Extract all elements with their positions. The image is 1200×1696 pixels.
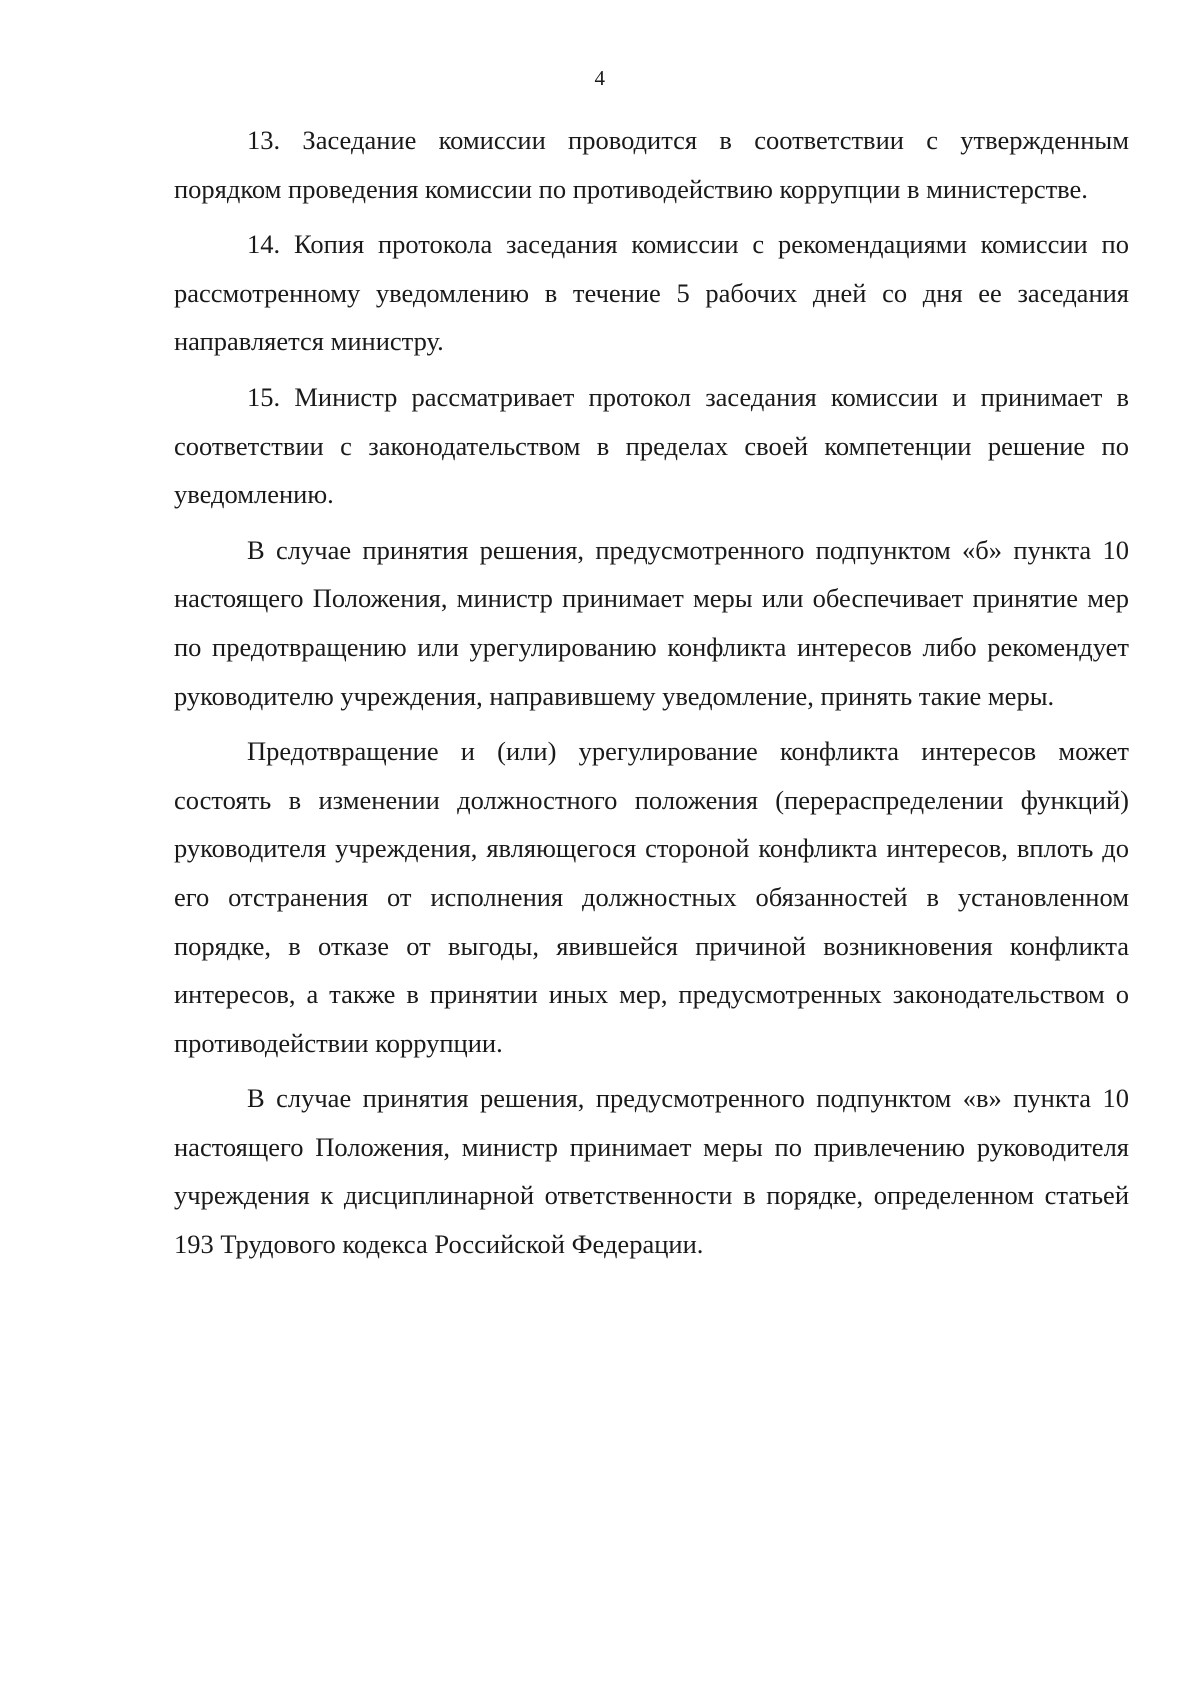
paragraph-14: 14. Копия протокола заседания комиссии с рекомендациями комиссии по рассмотренному уведомлению в течение 5 рабочих дней со дня ее заседания направляется министру.	[174, 229, 1129, 357]
paragraph-13: 13. Заседание комиссии проводится в соответствии с утвержденным порядком проведения комиссии по противодействию коррупции в министерстве.	[174, 125, 1129, 204]
paragraph-15: 15. Министр рассматривает протокол заседания комиссии и принимает в соответствии с законодательством в пределах своей компетенции решение по уведомлению.	[174, 381, 1129, 510]
paragraph-decision-b: В случае принятия решения, предусмотренного подпунктом «б» пункта 10 настоящего Положения, министр принимает меры или обеспечивает принятие мер по предотвращению или урегулированию конфликта интересов либо рекомендует руководителю учреждения, направившему уведомление, принять такие меры.	[174, 534, 1129, 711]
document-body	[174, 116, 1129, 1269]
paragraph-decision-v: В случае принятия решения, предусмотренного подпунктом «в» пункта 10 настоящего Положения, министр принимает меры по привлечению руководителя учреждения к дисциплинарной ответственности в порядке, определенном статьей 193 Трудового кодекса Российской Федерации.	[174, 1083, 1129, 1260]
page-number: 4	[594, 66, 606, 90]
paragraph-conflict-resolution: Предотвращение и (или) урегулирование конфликта интересов может состоять в изменении должностного положения (перераспределении функций) руководителя учреждения, являющегося стороной конфликта интересов, вплоть до его отстранения от исполнения должностных обязанностей в установленном порядке, в отказе от выгоды, явившейся причиной возникновения конфликта интересов, а также в принятии иных мер, предусмотренных законодательством о противодействии коррупции.	[174, 736, 1129, 1058]
